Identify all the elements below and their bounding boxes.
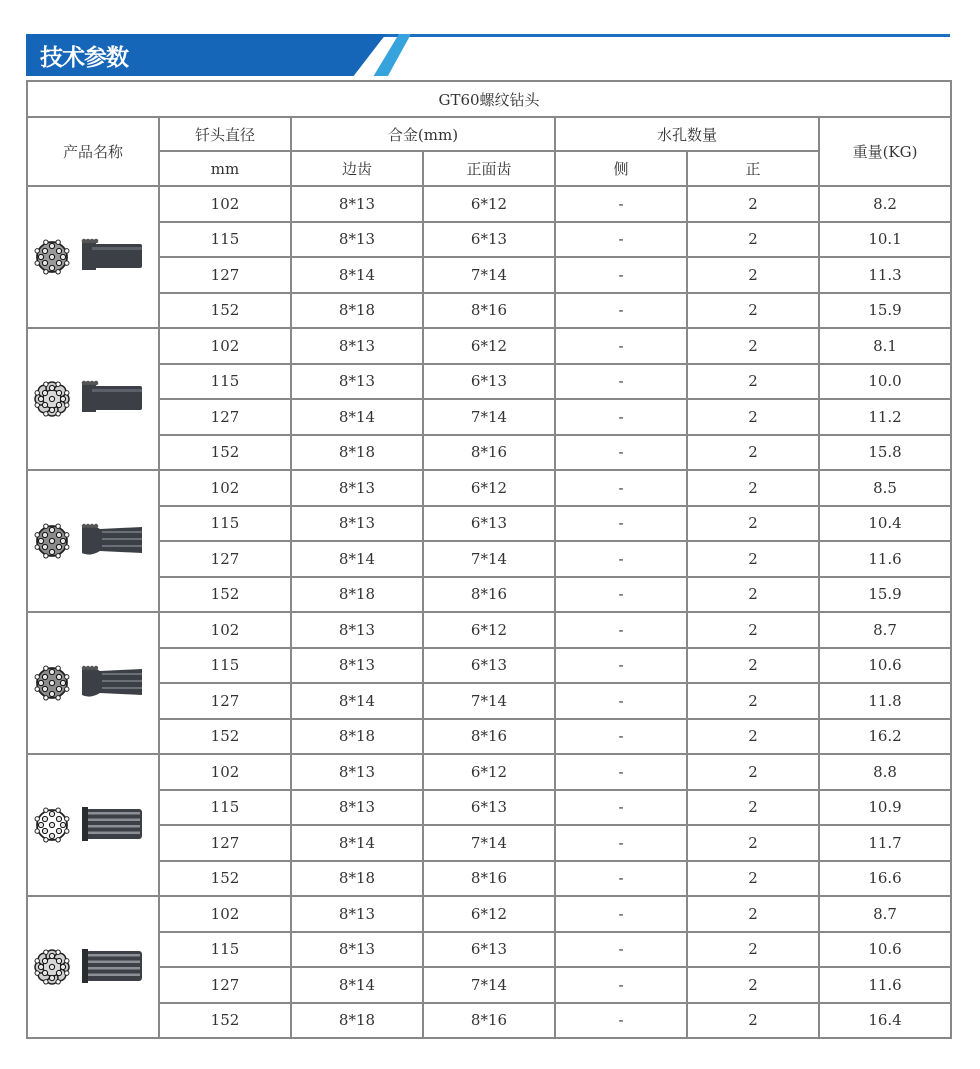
holes-front-cell: 2	[687, 577, 819, 613]
holes-side-cell: -	[555, 541, 687, 577]
header-holes-side: 侧	[555, 151, 687, 186]
weight-cell: 10.0	[819, 364, 951, 400]
alloy-front-cell: 7*14	[423, 683, 555, 719]
alloy-side-cell: 8*18	[291, 1003, 423, 1039]
header-diameter-unit: mm	[159, 151, 291, 186]
alloy-side-cell: 8*18	[291, 435, 423, 471]
alloy-side-cell: 8*14	[291, 541, 423, 577]
diameter-cell: 152	[159, 719, 291, 755]
holes-front-cell: 2	[687, 470, 819, 506]
alloy-side-cell: 8*14	[291, 257, 423, 293]
holes-front-cell: 2	[687, 222, 819, 258]
alloy-side-cell: 8*13	[291, 932, 423, 968]
holes-side-cell: -	[555, 577, 687, 613]
alloy-front-cell: 6*12	[423, 328, 555, 364]
alloy-side-cell: 8*13	[291, 470, 423, 506]
table-row	[27, 506, 951, 542]
alloy-front-cell: 8*16	[423, 861, 555, 897]
alloy-front-cell: 6*12	[423, 754, 555, 790]
diameter-cell: 152	[159, 577, 291, 613]
diameter-cell: 127	[159, 399, 291, 435]
weight-cell: 16.6	[819, 861, 951, 897]
table-row	[27, 967, 951, 1003]
holes-front-cell: 2	[687, 754, 819, 790]
diameter-cell: 152	[159, 293, 291, 329]
table-row	[27, 257, 951, 293]
table-row	[27, 683, 951, 719]
alloy-side-cell: 8*18	[291, 719, 423, 755]
diameter-cell: 115	[159, 364, 291, 400]
product-image-cell	[27, 328, 159, 470]
alloy-side-cell: 8*13	[291, 506, 423, 542]
alloy-front-cell: 6*12	[423, 470, 555, 506]
holes-side-cell: -	[555, 683, 687, 719]
alloy-side-cell: 8*14	[291, 683, 423, 719]
holes-side-cell: -	[555, 506, 687, 542]
alloy-side-cell: 8*13	[291, 612, 423, 648]
alloy-front-cell: 7*14	[423, 399, 555, 435]
diameter-cell: 127	[159, 967, 291, 1003]
holes-side-cell: -	[555, 896, 687, 932]
holes-side-cell: -	[555, 861, 687, 897]
weight-cell: 10.1	[819, 222, 951, 258]
holes-front-cell: 2	[687, 399, 819, 435]
diameter-cell: 152	[159, 1003, 291, 1039]
table-row	[27, 861, 951, 897]
holes-side-cell: -	[555, 328, 687, 364]
weight-cell: 16.4	[819, 1003, 951, 1039]
holes-front-cell: 2	[687, 328, 819, 364]
holes-side-cell: -	[555, 222, 687, 258]
alloy-side-cell: 8*13	[291, 222, 423, 258]
diameter-cell: 115	[159, 648, 291, 684]
alloy-side-cell: 8*14	[291, 399, 423, 435]
table-row	[27, 577, 951, 613]
holes-front-cell: 2	[687, 896, 819, 932]
alloy-front-cell: 7*14	[423, 967, 555, 1003]
alloy-front-cell: 7*14	[423, 541, 555, 577]
holes-front-cell: 2	[687, 541, 819, 577]
alloy-side-cell: 8*14	[291, 967, 423, 1003]
holes-side-cell: -	[555, 754, 687, 790]
diameter-cell: 115	[159, 506, 291, 542]
table-row	[27, 648, 951, 684]
holes-front-cell: 2	[687, 825, 819, 861]
diameter-cell: 115	[159, 222, 291, 258]
alloy-front-cell: 6*13	[423, 648, 555, 684]
header-holes-front: 正	[687, 151, 819, 186]
drop-center-button-bit-icon	[34, 517, 152, 565]
header-alloy: 合金(mm)	[291, 117, 555, 151]
alloy-front-cell: 8*16	[423, 577, 555, 613]
alloy-side-cell: 8*13	[291, 754, 423, 790]
header-product-name: 产品名称	[27, 117, 159, 186]
holes-side-cell: -	[555, 825, 687, 861]
holes-front-cell: 2	[687, 293, 819, 329]
alloy-side-cell: 8*13	[291, 186, 423, 222]
diameter-cell: 127	[159, 683, 291, 719]
retrac-button-bit-icon	[34, 659, 152, 707]
holes-front-cell: 2	[687, 683, 819, 719]
product-image-cell	[27, 896, 159, 1038]
header-weight: 重量(KG)	[819, 117, 951, 186]
weight-cell: 15.8	[819, 435, 951, 471]
holes-front-cell: 2	[687, 257, 819, 293]
holes-front-cell: 2	[687, 186, 819, 222]
header-holes: 水孔数量	[555, 117, 819, 151]
holes-front-cell: 2	[687, 861, 819, 897]
alloy-side-cell: 8*13	[291, 896, 423, 932]
weight-cell: 8.1	[819, 328, 951, 364]
diameter-cell: 102	[159, 470, 291, 506]
section-title: 技术参数	[40, 45, 128, 71]
weight-cell: 16.2	[819, 719, 951, 755]
diameter-cell: 152	[159, 861, 291, 897]
weight-cell: 11.2	[819, 399, 951, 435]
diameter-cell: 127	[159, 541, 291, 577]
product-image-cell	[27, 754, 159, 896]
holes-side-cell: -	[555, 399, 687, 435]
weight-cell: 8.8	[819, 754, 951, 790]
weight-cell: 15.9	[819, 577, 951, 613]
holes-side-cell: -	[555, 648, 687, 684]
alloy-side-cell: 8*13	[291, 328, 423, 364]
diameter-cell: 127	[159, 257, 291, 293]
alloy-side-cell: 8*13	[291, 364, 423, 400]
holes-front-cell: 2	[687, 648, 819, 684]
weight-cell: 15.9	[819, 293, 951, 329]
weight-cell: 8.7	[819, 896, 951, 932]
weight-cell: 10.9	[819, 790, 951, 826]
alloy-front-cell: 8*16	[423, 435, 555, 471]
product-image-cell	[27, 612, 159, 754]
holes-front-cell: 2	[687, 435, 819, 471]
weight-cell: 8.5	[819, 470, 951, 506]
weight-cell: 11.8	[819, 683, 951, 719]
weight-cell: 10.6	[819, 648, 951, 684]
table-row	[27, 1003, 951, 1039]
holes-side-cell: -	[555, 257, 687, 293]
holes-side-cell: -	[555, 435, 687, 471]
guide-cross-bit-icon	[34, 943, 152, 991]
table-row	[27, 896, 951, 932]
table-row	[27, 328, 951, 364]
weight-cell: 10.4	[819, 506, 951, 542]
alloy-side-cell: 8*14	[291, 825, 423, 861]
table-row	[27, 435, 951, 471]
header-alloy-side: 边齿	[291, 151, 423, 186]
table-row	[27, 541, 951, 577]
holes-side-cell: -	[555, 719, 687, 755]
holes-front-cell: 2	[687, 719, 819, 755]
cross-face-button-bit-icon	[34, 375, 152, 423]
product-image-cell	[27, 186, 159, 328]
alloy-front-cell: 6*12	[423, 896, 555, 932]
diameter-cell: 102	[159, 754, 291, 790]
alloy-front-cell: 7*14	[423, 825, 555, 861]
alloy-side-cell: 8*13	[291, 648, 423, 684]
alloy-front-cell: 7*14	[423, 257, 555, 293]
table-row	[27, 186, 951, 222]
diameter-cell: 102	[159, 612, 291, 648]
diameter-cell: 127	[159, 825, 291, 861]
diameter-cell: 102	[159, 896, 291, 932]
holes-front-cell: 2	[687, 364, 819, 400]
weight-cell: 11.6	[819, 541, 951, 577]
alloy-front-cell: 8*16	[423, 719, 555, 755]
ballistic-button-bit-icon	[34, 233, 152, 281]
weight-cell: 8.2	[819, 186, 951, 222]
table-row	[27, 719, 951, 755]
alloy-front-cell: 6*13	[423, 364, 555, 400]
holes-side-cell: -	[555, 967, 687, 1003]
diameter-cell: 102	[159, 328, 291, 364]
section-banner	[26, 34, 950, 76]
diameter-cell: 115	[159, 790, 291, 826]
table-row	[27, 470, 951, 506]
diameter-cell: 102	[159, 186, 291, 222]
holes-front-cell: 2	[687, 967, 819, 1003]
weight-cell: 11.3	[819, 257, 951, 293]
weight-cell: 11.6	[819, 967, 951, 1003]
diameter-cell: 152	[159, 435, 291, 471]
holes-side-cell: -	[555, 470, 687, 506]
diameter-cell: 115	[159, 932, 291, 968]
alloy-front-cell: 6*13	[423, 222, 555, 258]
table-row	[27, 293, 951, 329]
alloy-front-cell: 8*16	[423, 1003, 555, 1039]
holes-side-cell: -	[555, 293, 687, 329]
alloy-front-cell: 8*16	[423, 293, 555, 329]
alloy-side-cell: 8*18	[291, 293, 423, 329]
alloy-side-cell: 8*18	[291, 861, 423, 897]
product-image-cell	[27, 470, 159, 612]
table-row	[27, 612, 951, 648]
header-diameter: 钎头直径	[159, 117, 291, 151]
holes-front-cell: 2	[687, 612, 819, 648]
table-row	[27, 932, 951, 968]
holes-side-cell: -	[555, 186, 687, 222]
holes-front-cell: 2	[687, 932, 819, 968]
alloy-front-cell: 6*12	[423, 186, 555, 222]
weight-cell: 8.7	[819, 612, 951, 648]
table-title: GT60螺纹钻头	[27, 81, 951, 117]
weight-cell: 10.6	[819, 932, 951, 968]
holes-front-cell: 2	[687, 790, 819, 826]
table-row	[27, 364, 951, 400]
holes-side-cell: -	[555, 364, 687, 400]
spec-table	[26, 80, 952, 1039]
alloy-front-cell: 6*13	[423, 790, 555, 826]
guide-retrac-bit-icon	[34, 801, 152, 849]
table-row	[27, 790, 951, 826]
alloy-side-cell: 8*13	[291, 790, 423, 826]
holes-side-cell: -	[555, 1003, 687, 1039]
table-row	[27, 222, 951, 258]
holes-side-cell: -	[555, 790, 687, 826]
table-row	[27, 754, 951, 790]
alloy-front-cell: 6*12	[423, 612, 555, 648]
holes-front-cell: 2	[687, 1003, 819, 1039]
header-alloy-front: 正面齿	[423, 151, 555, 186]
holes-side-cell: -	[555, 612, 687, 648]
alloy-side-cell: 8*18	[291, 577, 423, 613]
table-row	[27, 399, 951, 435]
holes-side-cell: -	[555, 932, 687, 968]
alloy-front-cell: 6*13	[423, 506, 555, 542]
holes-front-cell: 2	[687, 506, 819, 542]
weight-cell: 11.7	[819, 825, 951, 861]
table-row	[27, 825, 951, 861]
alloy-front-cell: 6*13	[423, 932, 555, 968]
